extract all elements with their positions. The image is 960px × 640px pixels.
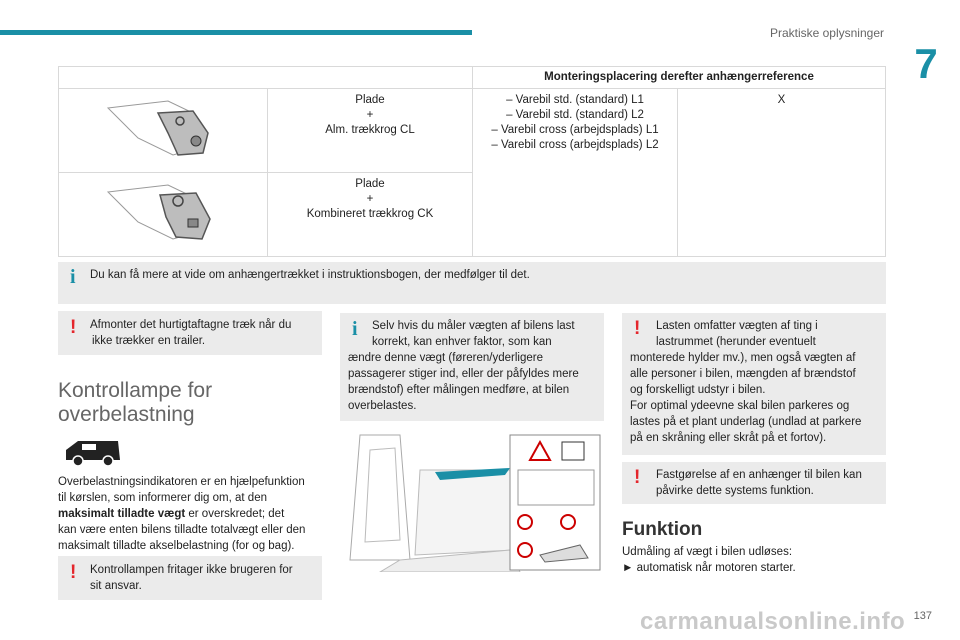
- cargo-area-illustration: [340, 430, 604, 572]
- table-header: Monteringsplacering derefter anhængerreference: [473, 67, 886, 89]
- info-icon: i: [70, 266, 76, 288]
- funktion-text: Udmåling af vægt i bilen udløses: ► automatisk når motoren starter.: [622, 546, 796, 574]
- section-title: Praktiske oplysninger: [769, 26, 884, 40]
- warning-icon: !: [70, 562, 77, 583]
- warning-icon: !: [70, 317, 77, 338]
- tow-hook-diagram-icon: [59, 173, 268, 257]
- warning-icon: !: [634, 318, 641, 339]
- info-note: Du kan få mere at vide om anhængertrækket i instruktionsbogen, der medfølger til det.: [90, 269, 530, 281]
- info-icon: i: [352, 318, 358, 340]
- watermark: carmanualsonline.info: [640, 608, 906, 635]
- header-accent-bar: [0, 30, 472, 35]
- tow-hook-diagram-icon: [59, 89, 268, 173]
- warning-text: Kontrollampen fritager ikke brugeren for sit ansvar.: [90, 564, 293, 592]
- mounting-table: [58, 66, 886, 257]
- variant-mark: X: [678, 89, 886, 257]
- warning-icon: !: [634, 467, 641, 488]
- info-text: Selv hvis du måler vægten af bilens last korrekt, kan enhver faktor, som kan ændre denne vægt (føreren/yderligere passagerer stiger ind, eller der påfyldes mere brændstof) efter målingen medføre, at bilen overbelastes.: [348, 320, 579, 412]
- table-row: Plade + Kombineret trækkrog CK: [59, 173, 886, 257]
- warning-text: Afmonter det hurtigtaftagne træk når du ikke trækker en trailer.: [90, 319, 292, 347]
- page-number: 137: [913, 610, 932, 622]
- variant-list: – Varebil std. (standard) L1 – Varebil std. (standard) L2 – Varebil cross (arbejdsplads) L1 – Varebil cross (arbejdsplads) L2: [473, 89, 678, 257]
- warning-text: Lasten omfatter vægten af ting i lastrummet (herunder eventuelt monterede hylder mv.), men også vægten af alle personer i bilen, mængden af brændstof og forskelligt udstyr i bilen. For optimal ydeevne skal bilen parkeres og lastes på et plant underlag (undlad at parkere på en skråning eller skråt på et fortov).: [630, 320, 862, 444]
- table-row: Plade + Alm. trækkrog CL – Varebil std. (standard) L1 – Varebil std. (standard) L2 – Varebil cross (arbejdsplads) L1 – Varebil cross (arbejdsplads) L2 X: [59, 89, 886, 173]
- warning-text: Fastgørelse af en anhænger til bilen kan påvirke dette systems funktion.: [656, 469, 862, 497]
- van-icon: [64, 438, 122, 473]
- chapter-number: 7: [914, 40, 938, 87]
- overload-description: Overbelastningsindikatoren er en hjælpefunktion til kørslen, som informerer dig om, at den maksimalt tilladte vægt er overskredet; det kan være enten bilens tilladte totalvægt eller den maksimalt tilladte akselbelastning (for og bag).: [58, 476, 306, 552]
- funktion-heading: Funktion: [622, 519, 703, 540]
- overload-heading: Kontrollampe for overbelastning: [58, 379, 213, 426]
